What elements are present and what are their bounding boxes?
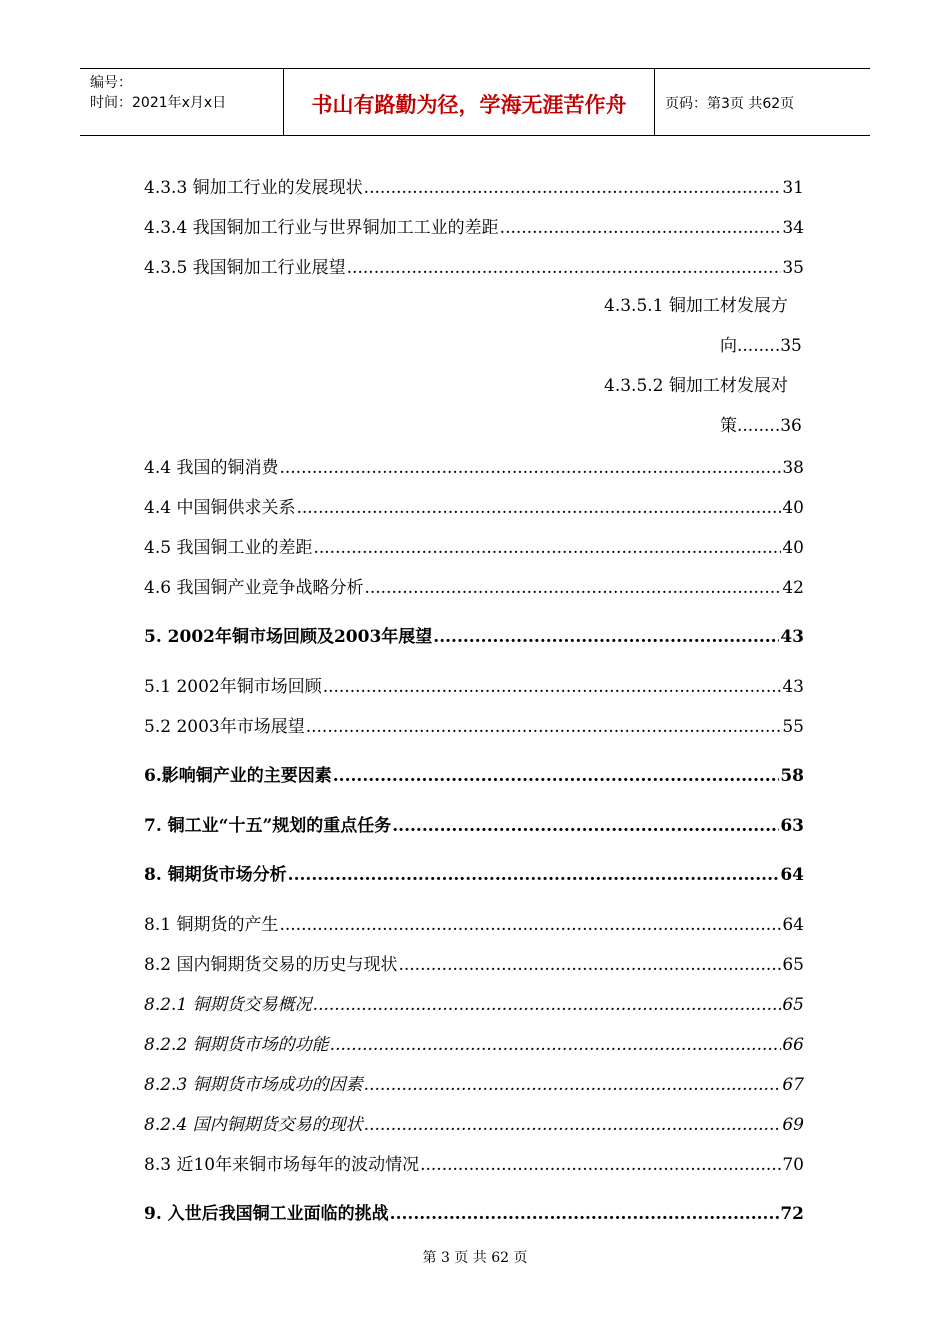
header-page-info: 页码：第3页 共62页 — [665, 96, 795, 112]
time-label: 时间：2021年x月x日 — [90, 95, 227, 111]
toc-entry[interactable]: 6.影响铜产业的主要因素 ..... 58 — [144, 761, 804, 787]
toc-entry-wrapped-line1[interactable]: 4.3.5.1 铜加工材发展方 — [604, 296, 788, 316]
toc-entry-wrapped-line2[interactable]: 策........36 — [720, 416, 802, 436]
toc-entry[interactable]: 8.2 国内铜期货交易的历史与现状 ..... 65 — [144, 950, 804, 976]
toc-entry[interactable]: 4.3.4 我国铜加工行业与世界铜加工工业的差距 ..... 34 — [144, 213, 804, 239]
number-label: 编号： — [90, 75, 132, 91]
page-header — [80, 68, 870, 136]
header-meta — [80, 69, 283, 135]
toc-entry[interactable]: 4.3.5 我国铜加工行业展望 ..... 35 — [144, 253, 804, 279]
toc-entry[interactable]: 8.2.2 铜期货市场的功能 ..... 66 — [144, 1030, 804, 1056]
toc-entry-wrapped-line1[interactable]: 4.3.5.2 铜加工材发展对 — [604, 376, 788, 396]
toc-entry[interactable]: 4.5 我国铜工业的差距 ..... 40 — [144, 533, 804, 559]
toc-entry[interactable]: 5. 2002年铜市场回顾及2003年展望 ..... 43 — [144, 622, 804, 648]
toc-entry[interactable]: 4.6 我国铜产业竞争战略分析 ..... 42 — [144, 573, 804, 599]
toc-entry[interactable]: 8.1 铜期货的产生 ..... 64 — [144, 910, 804, 936]
toc-entry[interactable]: 8.2.3 铜期货市场成功的因素 ..... 67 — [144, 1070, 804, 1096]
toc-entry[interactable]: 7. 铜工业“十五”规划的重点任务 ..... 63 — [144, 811, 804, 837]
toc-entry[interactable]: 5.2 2003年市场展望 ..... 55 — [144, 712, 804, 738]
toc-entry[interactable]: 8.2.1 铜期货交易概况 ..... 65 — [144, 990, 804, 1016]
toc-entry[interactable]: 8.3 近10年来铜市场每年的波动情况 ..... 70 — [144, 1150, 804, 1176]
header-motto: 书山有路勤为径，学海无涯苦作舟 — [283, 69, 655, 135]
toc-entry[interactable]: 4.4 中国铜供求关系 ..... 40 — [144, 493, 804, 519]
toc-entry[interactable]: 9. 入世后我国铜工业面临的挑战 ..... 72 — [144, 1199, 804, 1225]
toc-entry[interactable]: 5.1 2002年铜市场回顾 ..... 43 — [144, 672, 804, 698]
page-footer: 第 3 页 共 62 页 — [422, 1250, 528, 1266]
toc-entry[interactable]: 8. 铜期货市场分析 ..... 64 — [144, 860, 804, 886]
toc-entry-wrapped-line2[interactable]: 向........35 — [720, 336, 802, 356]
toc-entry[interactable]: 8.2.4 国内铜期货交易的现状 ..... 69 — [144, 1110, 804, 1136]
toc-entry[interactable]: 4.4 我国的铜消费 ..... 38 — [144, 453, 804, 479]
toc-entry[interactable]: 4.3.3 铜加工行业的发展现状 ..... 31 — [144, 173, 804, 199]
